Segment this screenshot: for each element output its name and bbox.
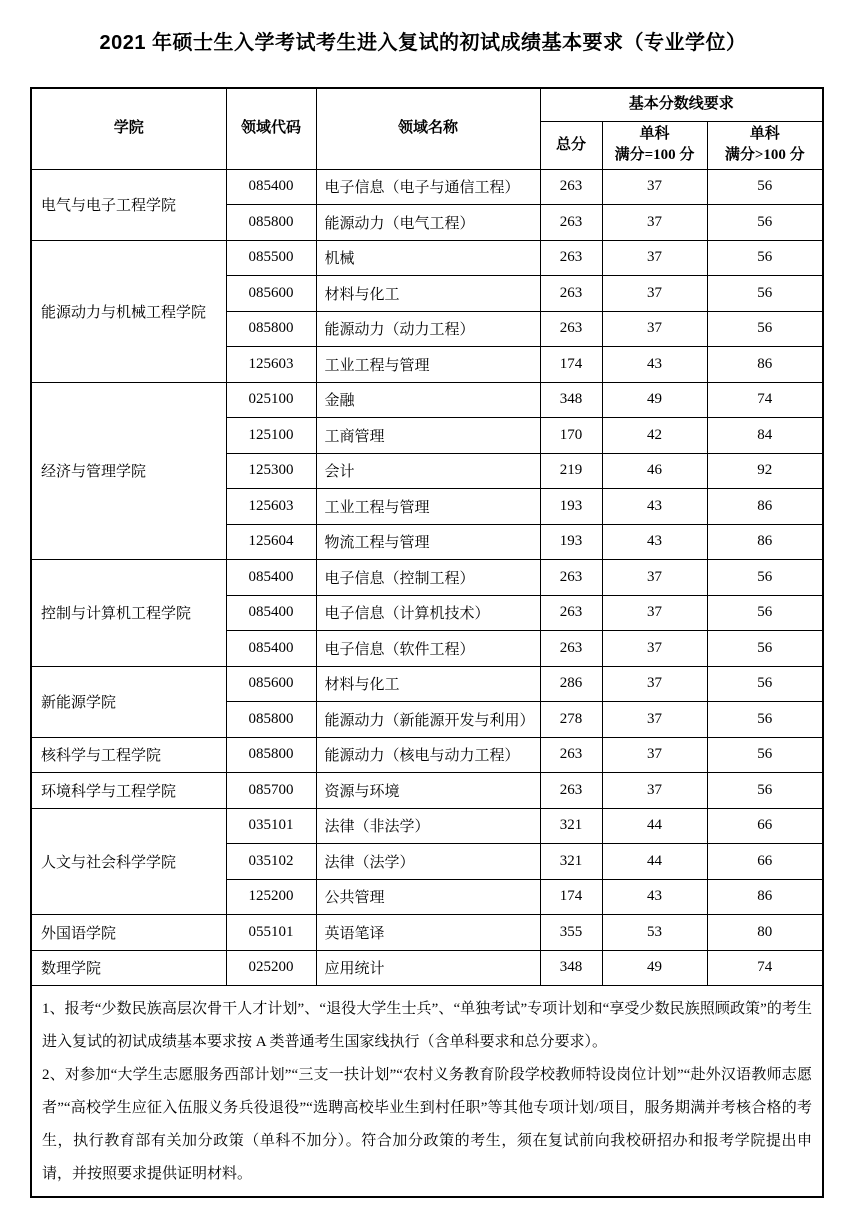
single-gt100-cell: 56 — [707, 240, 823, 276]
total-score-cell: 348 — [540, 950, 602, 986]
field-code-cell: 085400 — [226, 631, 316, 667]
total-score-cell: 321 — [540, 844, 602, 880]
college-name-cell: 核科学与工程学院 — [31, 737, 226, 773]
header-field-code: 领域代码 — [226, 88, 316, 169]
total-score-cell: 263 — [540, 205, 602, 241]
field-name-cell: 电子信息（电子与通信工程） — [316, 169, 540, 205]
total-score-cell: 174 — [540, 879, 602, 915]
field-code-cell: 085400 — [226, 169, 316, 205]
single-gt100-cell: 74 — [707, 950, 823, 986]
field-name-cell: 工商管理 — [316, 418, 540, 454]
total-score-cell: 193 — [540, 489, 602, 525]
single-gt100-cell: 56 — [707, 773, 823, 809]
single-gt100-cell: 84 — [707, 418, 823, 454]
single-eq100-cell: 37 — [602, 205, 707, 241]
college-name-cell: 人文与社会科学学院 — [31, 808, 226, 915]
total-score-cell: 193 — [540, 524, 602, 560]
field-code-cell: 125200 — [226, 879, 316, 915]
score-table-body — [31, 169, 823, 986]
single-gt100-cell: 56 — [707, 702, 823, 738]
field-code-cell: 125100 — [226, 418, 316, 454]
field-code-cell: 085400 — [226, 595, 316, 631]
college-name-cell: 数理学院 — [31, 950, 226, 986]
page-title: 2021 年硕士生入学考试考生进入复试的初试成绩基本要求（专业学位） — [99, 32, 747, 54]
field-name-cell: 物流工程与管理 — [316, 524, 540, 560]
field-name-cell: 法律（非法学） — [316, 808, 540, 844]
single-gt100-cell: 92 — [707, 453, 823, 489]
total-score-cell: 263 — [540, 595, 602, 631]
field-code-cell: 085800 — [226, 311, 316, 347]
college-name-cell: 控制与计算机工程学院 — [31, 560, 226, 667]
header-field-name: 领域名称 — [316, 88, 540, 169]
single-gt100-cell: 56 — [707, 737, 823, 773]
field-code-cell: 125603 — [226, 347, 316, 383]
single-eq100-cell: 49 — [602, 382, 707, 418]
single-gt100-cell: 86 — [707, 489, 823, 525]
table-row — [31, 169, 823, 205]
college-name-cell: 环境科学与工程学院 — [31, 773, 226, 809]
total-score-cell: 263 — [540, 240, 602, 276]
total-score-cell: 219 — [540, 453, 602, 489]
single-gt100-cell: 86 — [707, 524, 823, 560]
single-eq100-cell: 37 — [602, 169, 707, 205]
college-name-cell: 新能源学院 — [31, 666, 226, 737]
field-code-cell: 125604 — [226, 524, 316, 560]
header-college: 学院 — [31, 88, 226, 169]
single-eq100-cell: 37 — [602, 595, 707, 631]
single-eq100-cell: 37 — [602, 276, 707, 312]
single-eq100-cell: 37 — [602, 631, 707, 667]
single-eq100-cell: 37 — [602, 702, 707, 738]
single-gt100-cell: 86 — [707, 347, 823, 383]
single-eq100-cell: 43 — [602, 879, 707, 915]
single-eq100-cell: 37 — [602, 311, 707, 347]
single-gt100-cell: 56 — [707, 205, 823, 241]
field-name-cell: 工业工程与管理 — [316, 347, 540, 383]
header-total-score: 总分 — [540, 121, 602, 169]
total-score-cell: 263 — [540, 631, 602, 667]
field-code-cell: 025100 — [226, 382, 316, 418]
notes-cell — [31, 986, 823, 1197]
single-gt100-cell: 56 — [707, 595, 823, 631]
field-code-cell: 085800 — [226, 205, 316, 241]
single-eq100-cell: 37 — [602, 773, 707, 809]
total-score-cell: 263 — [540, 311, 602, 347]
single-eq100-cell: 42 — [602, 418, 707, 454]
single-eq100-cell: 46 — [602, 453, 707, 489]
single-eq100-cell: 37 — [602, 666, 707, 702]
header-row-1 — [31, 88, 823, 121]
field-code-cell: 125603 — [226, 489, 316, 525]
score-requirements-table — [30, 87, 824, 1198]
table-footnotes — [31, 986, 823, 1197]
single-eq100-cell: 49 — [602, 950, 707, 986]
header-single-eq100-line2: 满分=100 分 — [614, 147, 695, 163]
total-score-cell: 321 — [540, 808, 602, 844]
field-name-cell: 能源动力（核电与动力工程） — [316, 737, 540, 773]
single-eq100-cell: 43 — [602, 347, 707, 383]
table-row — [31, 808, 823, 844]
field-name-cell: 电子信息（计算机技术） — [316, 595, 540, 631]
field-name-cell: 金融 — [316, 382, 540, 418]
field-code-cell: 125300 — [226, 453, 316, 489]
field-code-cell: 085400 — [226, 560, 316, 596]
field-name-cell: 电子信息（控制工程） — [316, 560, 540, 596]
single-eq100-cell: 37 — [602, 737, 707, 773]
field-name-cell: 材料与化工 — [316, 276, 540, 312]
college-name-cell: 经济与管理学院 — [31, 382, 226, 560]
table-row — [31, 950, 823, 986]
field-code-cell: 085700 — [226, 773, 316, 809]
field-name-cell: 工业工程与管理 — [316, 489, 540, 525]
single-gt100-cell: 86 — [707, 879, 823, 915]
table-row — [31, 382, 823, 418]
field-name-cell: 会计 — [316, 453, 540, 489]
field-name-cell: 能源动力（动力工程） — [316, 311, 540, 347]
total-score-cell: 263 — [540, 169, 602, 205]
single-gt100-cell: 56 — [707, 169, 823, 205]
total-score-cell: 348 — [540, 382, 602, 418]
field-code-cell: 035102 — [226, 844, 316, 880]
header-single-eq100-line1: 单科 — [639, 126, 670, 142]
table-row — [31, 737, 823, 773]
total-score-cell: 355 — [540, 915, 602, 951]
table-row — [31, 240, 823, 276]
college-name-cell: 外国语学院 — [31, 915, 226, 951]
single-gt100-cell: 56 — [707, 276, 823, 312]
field-code-cell: 085800 — [226, 702, 316, 738]
single-eq100-cell: 44 — [602, 808, 707, 844]
header-single-gt100-line2: 满分>100 分 — [724, 147, 805, 163]
field-name-cell: 公共管理 — [316, 879, 540, 915]
header-single-gt100 — [707, 121, 823, 169]
total-score-cell: 263 — [540, 560, 602, 596]
single-gt100-cell: 56 — [707, 560, 823, 596]
single-gt100-cell: 56 — [707, 311, 823, 347]
note-1: 1、报考“少数民族高层次骨干人才计划”、“退役大学生士兵”、“单独考试”专项计划和“享受少数民族照顾政策”的考生进入复试的初试成绩基本要求按 A 类普通考生国家线执行（含单科要求和总分要求）。 — [42, 1001, 813, 1050]
field-name-cell: 材料与化工 — [316, 666, 540, 702]
field-code-cell: 085800 — [226, 737, 316, 773]
single-gt100-cell: 66 — [707, 808, 823, 844]
notes-row — [31, 986, 823, 1197]
field-code-cell: 085600 — [226, 276, 316, 312]
table-row — [31, 773, 823, 809]
single-eq100-cell: 37 — [602, 240, 707, 276]
field-code-cell: 085600 — [226, 666, 316, 702]
total-score-cell: 286 — [540, 666, 602, 702]
single-gt100-cell: 56 — [707, 666, 823, 702]
single-eq100-cell: 43 — [602, 489, 707, 525]
note-2: 2、对参加“大学生志愿服务西部计划”“三支一扶计划”“农村义务教育阶段学校教师特设岗位计划”“赴外汉语教师志愿者”“高校学生应征入伍服义务兵役退役”“选聘高校毕业生到村任职”等其他专项计划/项目，服务期满并考核合格的考生，执行教育部有关加分政策（单科不加分）。符合加分政策的考生，须在复试前向我校研招办和报考学院提出申请，并按照要求提供证明材料。 — [42, 1067, 813, 1182]
field-name-cell: 应用统计 — [316, 950, 540, 986]
college-name-cell: 电气与电子工程学院 — [31, 169, 226, 240]
header-score-group: 基本分数线要求 — [540, 88, 823, 121]
single-eq100-cell: 37 — [602, 560, 707, 596]
total-score-cell: 263 — [540, 773, 602, 809]
single-eq100-cell: 44 — [602, 844, 707, 880]
single-eq100-cell: 53 — [602, 915, 707, 951]
field-name-cell: 能源动力（新能源开发与利用） — [316, 702, 540, 738]
field-name-cell: 能源动力（电气工程） — [316, 205, 540, 241]
total-score-cell: 263 — [540, 276, 602, 312]
single-eq100-cell: 43 — [602, 524, 707, 560]
total-score-cell: 278 — [540, 702, 602, 738]
single-gt100-cell: 80 — [707, 915, 823, 951]
table-row — [31, 666, 823, 702]
field-code-cell: 085500 — [226, 240, 316, 276]
total-score-cell: 174 — [540, 347, 602, 383]
table-header — [31, 88, 823, 169]
field-name-cell: 机械 — [316, 240, 540, 276]
field-name-cell: 资源与环境 — [316, 773, 540, 809]
table-row — [31, 915, 823, 951]
field-code-cell: 055101 — [226, 915, 316, 951]
field-name-cell: 英语笔译 — [316, 915, 540, 951]
field-name-cell: 法律（法学） — [316, 844, 540, 880]
single-gt100-cell: 66 — [707, 844, 823, 880]
field-name-cell: 电子信息（软件工程） — [316, 631, 540, 667]
college-name-cell: 能源动力与机械工程学院 — [31, 240, 226, 382]
field-code-cell: 035101 — [226, 808, 316, 844]
header-single-eq100 — [602, 121, 707, 169]
single-gt100-cell: 56 — [707, 631, 823, 667]
field-code-cell: 025200 — [226, 950, 316, 986]
total-score-cell: 263 — [540, 737, 602, 773]
header-single-gt100-line1: 单科 — [749, 126, 780, 142]
total-score-cell: 170 — [540, 418, 602, 454]
single-gt100-cell: 74 — [707, 382, 823, 418]
table-row — [31, 560, 823, 596]
